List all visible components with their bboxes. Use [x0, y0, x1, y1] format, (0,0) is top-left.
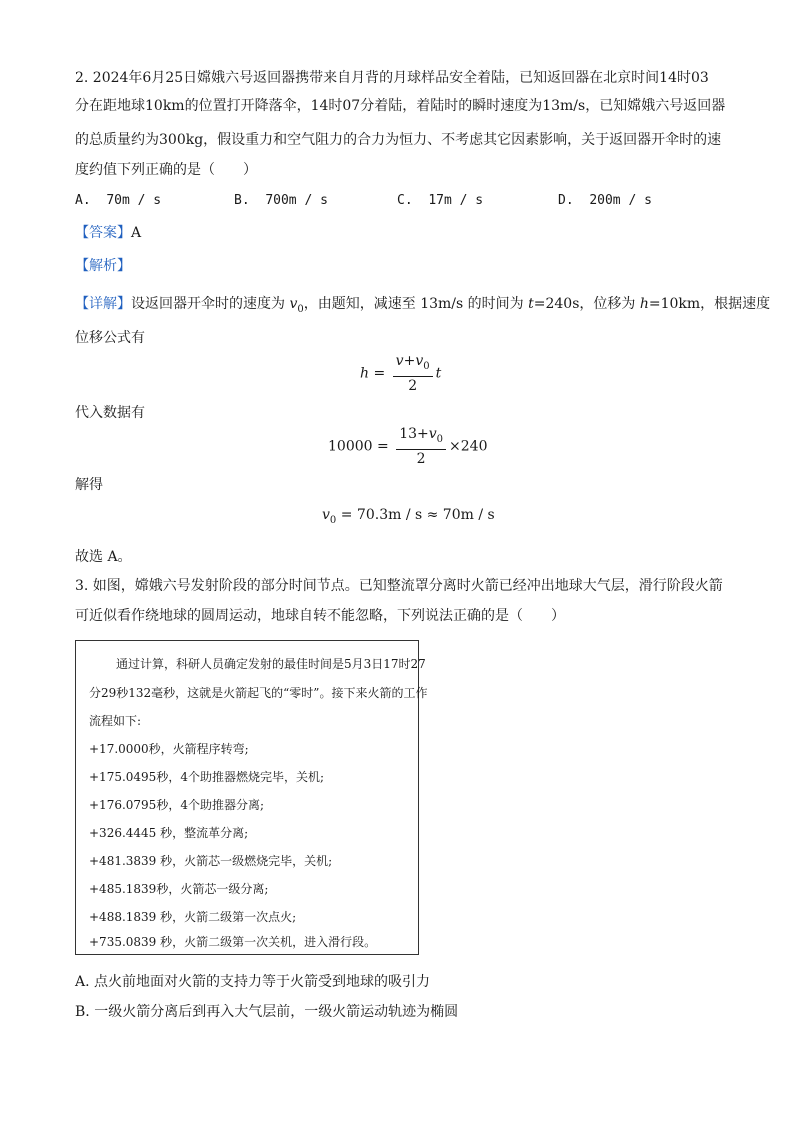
q2-option-a: A. 70m / s: [75, 193, 162, 208]
fraction: $\frac{v+v_0}{2}$: [393, 352, 433, 395]
box-line: 通过计算，科研人员确定发射的最佳时间是5月3日17时27: [116, 657, 426, 671]
q2-option-c: C. 17m / s: [397, 193, 484, 208]
analysis-line: [75, 255, 131, 275]
formula-result: $v_0 = 70.3m / s \approx 70m / s$: [322, 507, 495, 526]
box-line: +175.0495秒，4个助推器燃烧完毕，关机;: [89, 770, 324, 784]
q3-line-2: 可近似看作绕地球的圆周运动，地球自转不能忽略，下列说法正确的是（ ）: [75, 608, 565, 624]
detail-tag: 【详解】: [75, 296, 131, 312]
launch-timeline-box: [75, 640, 428, 955]
detail-line-2: 位移公式有: [75, 330, 145, 346]
answer-line: [75, 222, 141, 242]
box-line: +481.3839 秒，火箭芯一级燃烧完毕，关机;: [89, 854, 333, 868]
q2-line-3: 的总质量约为300kg，假设重力和空气阻力的合力为恒力、不考虑其它因素影响，关于返回器开伞时的速: [75, 132, 722, 148]
answer-tag: 【答案】: [75, 225, 131, 241]
box-line: +735.0839 秒，火箭二级第一次关机，进入滑行段。: [89, 935, 377, 949]
box-line: +17.0000秒，火箭程序转弯;: [89, 742, 249, 756]
q2-line-4: 度约值下列正确的是（ ）: [75, 162, 257, 178]
box-line: 流程如下:: [89, 714, 142, 728]
solve-line: 解得: [75, 477, 103, 493]
box-line: +488.1839 秒，火箭二级第一次点火;: [89, 910, 297, 924]
q3-option-b: B. 一级火箭分离后到再入大气层前，一级火箭运动轨迹为椭圆: [75, 1004, 459, 1020]
q2-option-b: B. 700m / s: [234, 193, 328, 208]
box-line: 分29秒132毫秒，这就是火箭起飞的“零时”。接下来火箭的工作: [89, 686, 428, 700]
substitute-line: 代入数据有: [75, 405, 145, 421]
q3-line-1: 3. 如图，嫦娥六号发射阶段的部分时间节点。已知整流罩分离时火箭已经冲出地球大气层，滑行阶段火箭: [75, 578, 723, 594]
q3-option-a: A. 点火前地面对火箭的支持力等于火箭受到地球的吸引力: [75, 974, 431, 990]
box-line: +176.0795秒，4个助推器分离;: [89, 798, 264, 812]
q2-line-2: 分在距地球10km的位置打开降落伞，14时07分着陆，着陆时的瞬时速度为13m/s，已知嫦娥六号返回器: [75, 98, 726, 114]
conclusion-line: 故选 A。: [75, 549, 132, 565]
answer-value: A: [131, 225, 142, 241]
q2-line-1: 2. 2024年6月25日嫦娥六号返回器携带来自月背的月球样品安全着陆，已知返回器在北京时间14时03: [75, 70, 709, 86]
box-line: +485.1839秒，火箭芯一级分离;: [89, 882, 269, 896]
analysis-tag: 【解析】: [75, 258, 131, 274]
formula-substituted: 10000 = $\frac{13+v_0}{2}$ ×240: [328, 426, 488, 467]
q2-option-d: D. 200m / s: [558, 193, 652, 208]
detail-line-1: 【详解】设返回器开伞时的速度为 $v_0$，由题知，减速至 13m/s 的时间为 t=240s，位移为 h=10km，根据速度: [75, 296, 771, 315]
box-line: +326.4445 秒，整流革分离;: [89, 826, 249, 840]
formula-velocity-displacement: h = $\frac{v+v_0}{2}$ t: [360, 353, 442, 394]
fraction: $\frac{13+v_0}{2}$: [396, 425, 446, 468]
